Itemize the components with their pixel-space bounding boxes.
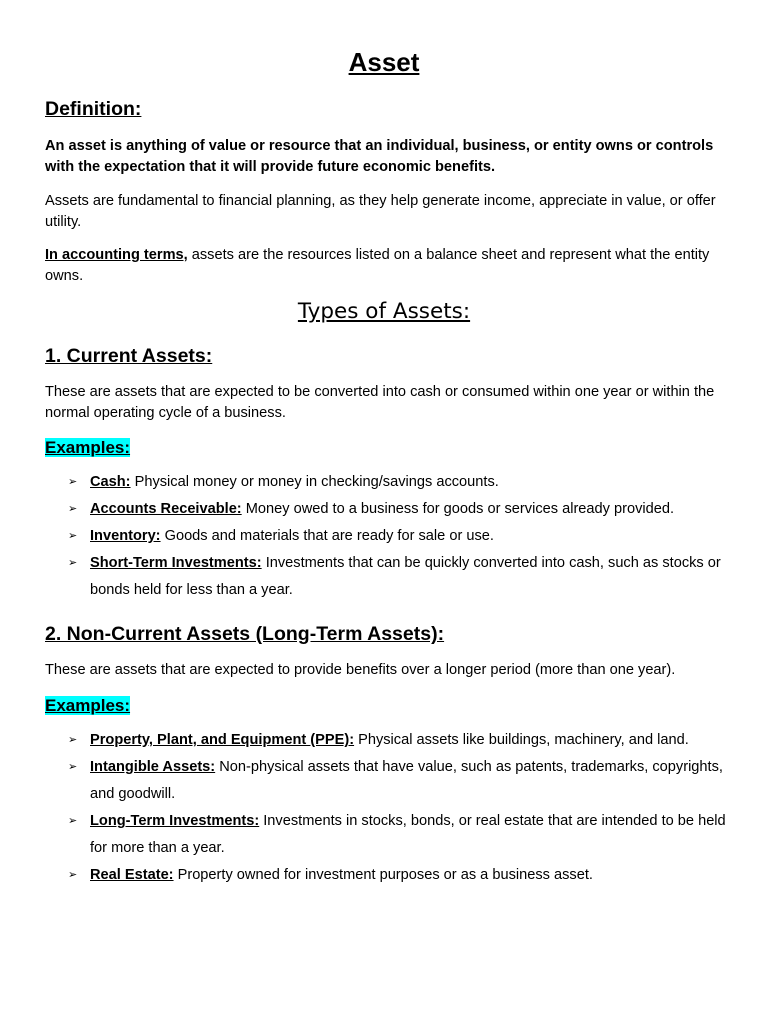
- noncurrent-examples-text: Examples:: [45, 696, 131, 715]
- noncurrent-examples-label: [45, 695, 130, 717]
- arrowhead-bullet-icon: ➢: [68, 734, 78, 746]
- arrowhead-bullet-icon: ➢: [68, 530, 78, 542]
- noncurrent-assets-heading: 2. Non-Current Assets (Long-Term Assets):: [45, 623, 445, 645]
- accounting-terms-paragraph: [45, 245, 725, 286]
- item-text: Non-physical assets that have value, such as patents, trademarks, copyrights, and goodwill.: [90, 759, 723, 802]
- definition-heading: Definition:: [45, 98, 142, 120]
- item-text: Money owed to a business for goods or services already provided.: [241, 501, 675, 517]
- list-item: [66, 862, 726, 889]
- current-assets-list: [66, 469, 726, 604]
- accounting-terms-label: In accounting terms,: [45, 247, 188, 263]
- current-examples-text: Examples:: [45, 438, 131, 457]
- current-examples-label: [45, 437, 130, 459]
- list-item: [66, 469, 726, 496]
- definition-paragraph-2: Assets are fundamental to financial planning, as they help generate income, appreciate in value, or offer utility.: [45, 193, 716, 230]
- accounting-terms-text: assets are the resources listed on a balance sheet and represent what the entity owns.: [45, 247, 710, 284]
- list-item: [66, 754, 726, 808]
- arrowhead-bullet-icon: ➢: [68, 815, 78, 827]
- page-title: Asset: [348, 47, 420, 77]
- item-term: Short-Term Investments:: [90, 555, 262, 571]
- list-item: [66, 727, 726, 754]
- arrowhead-bullet-icon: ➢: [68, 476, 78, 488]
- list-item: [66, 550, 726, 604]
- types-heading: Types of Assets:: [297, 299, 471, 324]
- item-term: Cash:: [90, 474, 131, 490]
- item-term: Real Estate:: [90, 867, 174, 883]
- arrowhead-bullet-icon: ➢: [68, 503, 78, 515]
- item-text: Goods and materials that are ready for sale or use.: [160, 528, 494, 544]
- item-term: Long-Term Investments:: [90, 813, 260, 829]
- item-term: Property, Plant, and Equipment (PPE):: [90, 732, 355, 748]
- item-term: Accounts Receivable:: [90, 501, 242, 517]
- list-item: [66, 523, 726, 550]
- current-assets-heading: 1. Current Assets:: [45, 345, 213, 367]
- arrowhead-bullet-icon: ➢: [68, 869, 78, 881]
- item-text: Property owned for investment purposes or as a business asset.: [173, 867, 593, 883]
- item-text: Physical money or money in checking/savings accounts.: [130, 474, 499, 490]
- list-item: [66, 808, 726, 862]
- item-term: Intangible Assets:: [90, 759, 216, 775]
- item-text: Investments that can be quickly converted into cash, such as stocks or bonds held for less than a year.: [90, 555, 721, 598]
- item-text: Physical assets like buildings, machinery, and land.: [354, 732, 689, 748]
- arrowhead-bullet-icon: ➢: [68, 761, 78, 773]
- definition-text: An asset is anything of value or resource that an individual, business, or entity owns or controls with the expectation that it will provide future economic benefits.: [45, 138, 714, 175]
- arrowhead-bullet-icon: ➢: [68, 557, 78, 569]
- item-term: Inventory:: [90, 528, 161, 544]
- list-item: [66, 496, 726, 523]
- item-text: Investments in stocks, bonds, or real estate that are intended to be held for more than a year.: [90, 813, 726, 856]
- noncurrent-assets-description: These are assets that are expected to provide benefits over a longer period (more than one year).: [45, 662, 676, 678]
- noncurrent-assets-list: [66, 727, 726, 889]
- current-assets-description: These are assets that are expected to be converted into cash or consumed within one year or within the normal operating cycle of a business.: [45, 384, 715, 421]
